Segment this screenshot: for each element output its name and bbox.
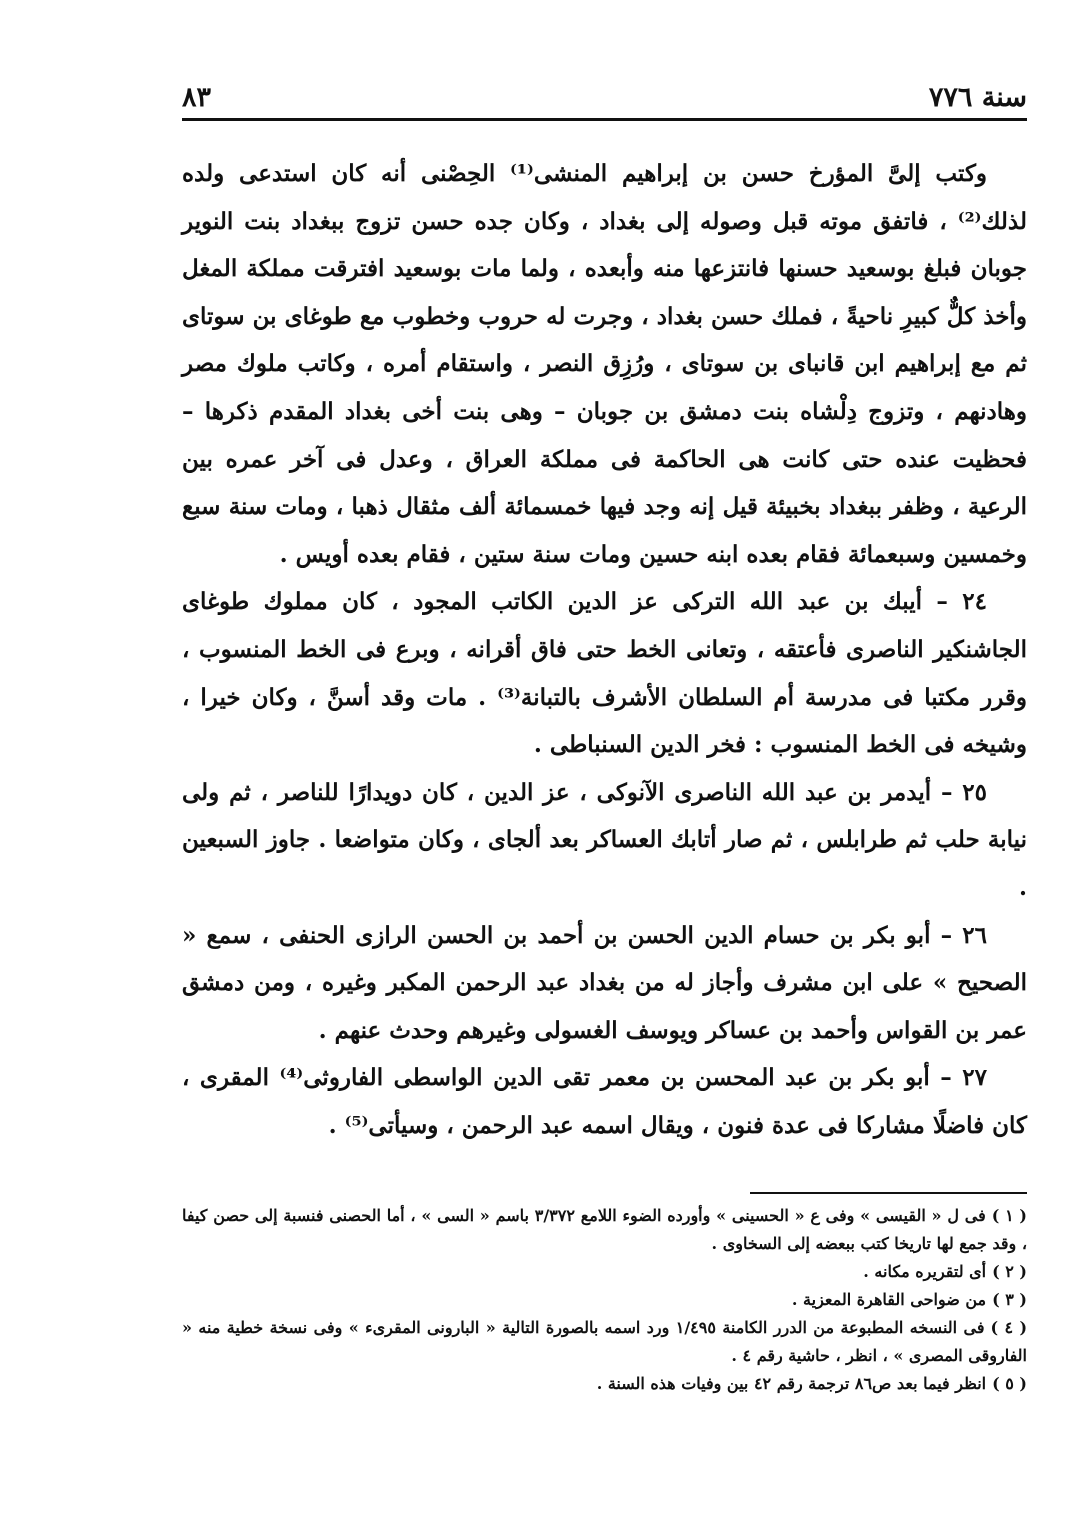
header-year: سنة ٧٧٦ — [928, 82, 1027, 113]
footnote-text: فى ل « القيسى » وفى ع « الحسينى » وأورده الضوء اللامع ٣/٣٧٢ باسم « السى » ، أما الحصنى فنسبة إلى حصن كيفا ، وقد جمع لها تاريخا كتب ببعضه إلى السخاوى . — [182, 1206, 1027, 1253]
paragraph-continuation: وكتب إلىَّ المؤرخ حسن بن إبراهيم المنشى⁽¹⁾ الحِصْنى أنه كان استدعى ولده لذلك⁽²⁾ ، فاتفق موته قبل وصوله إلى بغداد ، وكان جده حسن تزوج ببغداد بنت النوير جوبان فبلغ بوسعيد حسنها فانتزعها منه وأبعده ، ولما مات بوسعيد افترقت مملكة المغل وأخذ كلٌّ كبيرِ ناحيةً ، فملك حسن بغداد ، وجرت له حروب وخطوب مع طوغاى بن سوتاى ثم مع إبراهيم ابن قانباى بن سوتاى ، ورُزِق النصر ، واستقام أمره ، وكاتب ملوك مصر وهادنهم ، وتزوج دِلْشاه بنت دمشق بن جوبان – وهى بنت أخى بغداد المقدم ذكرها – فحظيت عنده حتى كانت هى الحاكمة فى مملكة العراق ، وعدل فى آخر عمره بين الرعية ، وظفر ببغداد بخبيئة قيل إنه وجد فيها خمسمائة ألف مثقال ذهبا ، ومات سنة سبع وخمسين وسبعمائة فقام بعده ابنه حسين ومات سنة ستين ، فقام بعده أويس . — [182, 160, 1027, 568]
entry-26: ٢٦ – أبو بكر بن حسام الدين الحسن بن أحمد بن الحسن الرازى الحنفى ، سمع « الصحيح » على ابن مشرف وأجاز له من بغداد عبد الرحمن المكبر وغيره ، ومن دمشق عمر بن القواس وأحمد بن عساكر ويوسف الغسولى وغيرهم وحدث عنهم . — [182, 921, 1027, 1044]
footnote-mark: ( ٤ ) — [990, 1318, 1028, 1337]
header-rule — [182, 118, 1027, 121]
footnote-3 — [182, 1286, 1027, 1314]
footnote-text: انظر فيما بعد ص٨٦ ترجمة رقم ٤٢ بين وفيات هذه السنة . — [596, 1374, 987, 1393]
footnote-rule — [750, 1192, 1027, 1194]
footnote-text: فى النسخه المطبوعة من الدرر الكامنة ١/٤٩٥ ورد اسمه بالصورة التالية « البارونى المقرىء » وفى نسخة خطية منه « الفاروقى المصرى » ، انظر ، حاشية رقم ٤ . — [182, 1318, 1027, 1365]
main-text — [182, 150, 1027, 1149]
footnote-text: من ضواحى القاهرة المعزية . — [791, 1290, 987, 1309]
footnote-mark: ( ٣ ) — [992, 1290, 1027, 1309]
footnote-2 — [182, 1258, 1027, 1286]
running-header — [182, 78, 1027, 118]
footnote-mark: ( ١ ) — [991, 1206, 1027, 1225]
footnote-4 — [182, 1314, 1027, 1370]
footnote-text: أى لتقريره مكانه . — [863, 1262, 987, 1281]
footnote-5 — [182, 1370, 1027, 1398]
footnote-1 — [182, 1202, 1027, 1258]
entry-25: ٢٥ – أيدمر بن عبد الله الناصرى الآنوكى ، عز الدين ، كان دويدارًا للناصر ، ثم ولى نيابة حلب ثم طرابلس ، ثم صار أتابك العساكر بعد ألجاى ، وكان متواضعا . جاوز السبعين . — [182, 778, 1027, 901]
page-number: ٨٣ — [182, 82, 212, 113]
footnote-mark: ( ٥ ) — [992, 1374, 1027, 1393]
entry-27: ٢٧ – أبو بكر بن عبد المحسن بن معمر تقى الدين الواسطى الفاروثى⁽⁴⁾ المقرى ، كان فاضلًا مشاركا فى عدة فنون ، ويقال اسمه عبد الرحمن ، وسيأتى⁽⁵⁾ . — [182, 1064, 1027, 1139]
footnote-mark: ( ٢ ) — [992, 1262, 1027, 1281]
entry-24: ٢٤ – أيبك بن عبد الله التركى عز الدين الكاتب المجود ، كان مملوك طوغاى الجاشنكير الناصرى فأعتقه ، وتعانى الخط حتى فاق أقرانه ، وبرع فى الخط المنسوب ، وقرر مكتبا فى مدرسة أم السلطان الأشرف بالتبانة⁽³⁾ . مات وقد أسنَّ ، وكان خيرا ، وشيخه فى الخط المنسوب : فخر الدين السنباطى . — [182, 588, 1027, 759]
footnotes — [182, 1202, 1027, 1398]
